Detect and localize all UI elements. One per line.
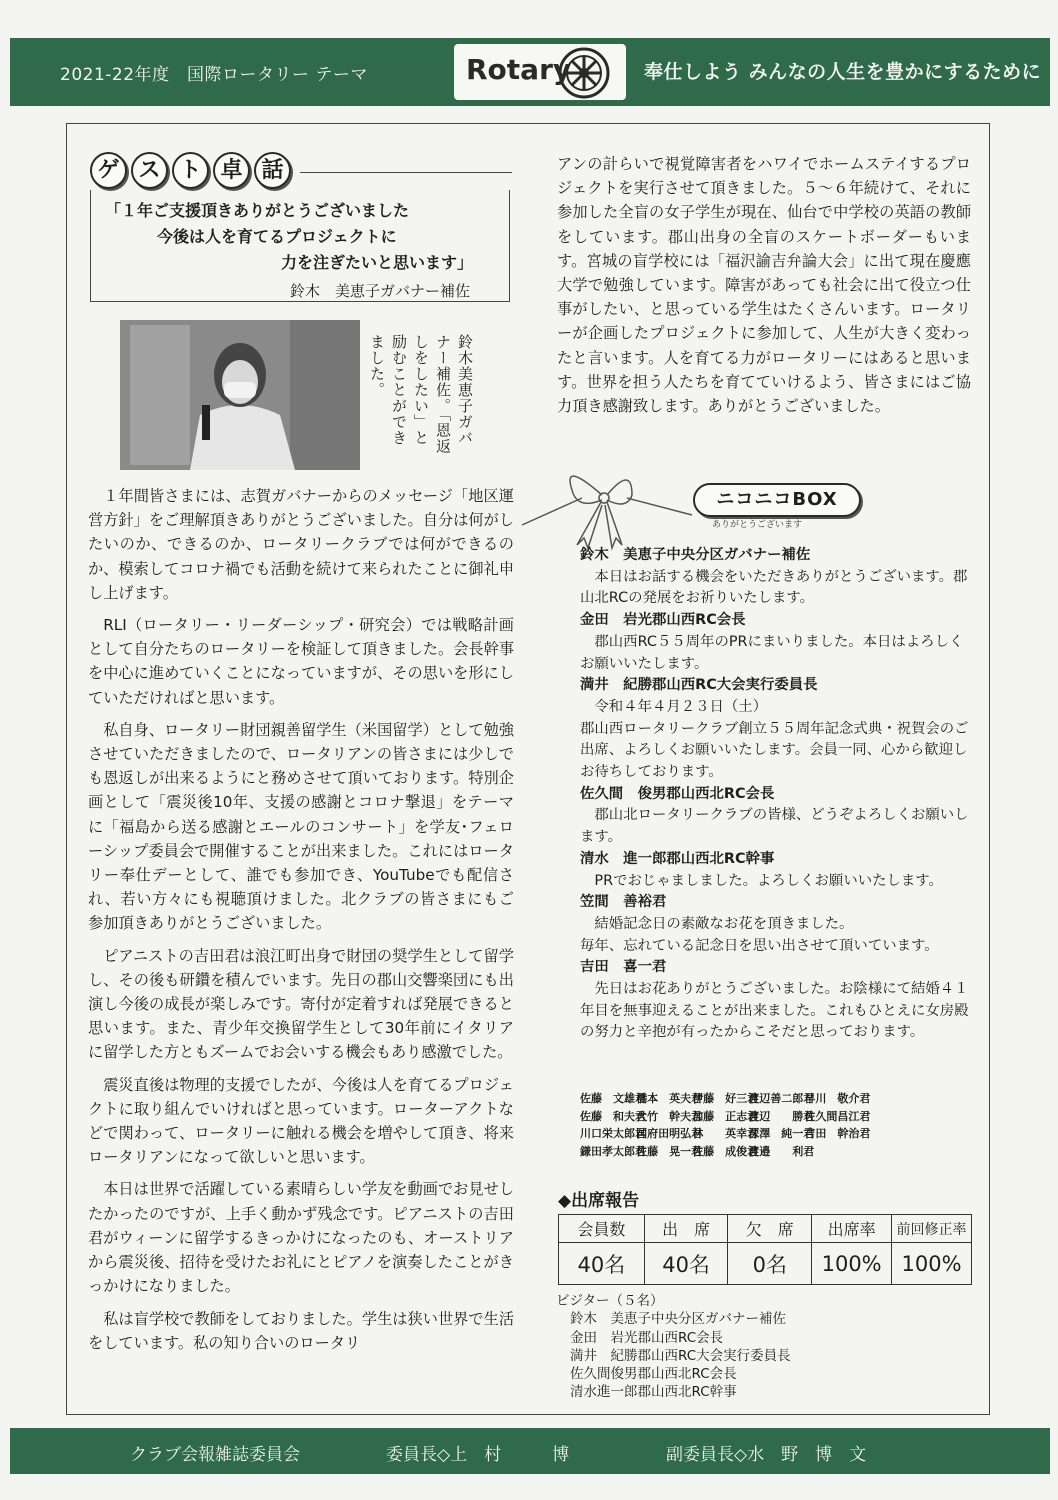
donor-message: 令和４年４月２３日（土） 郡山西ロータリークラブ創立５５周年記念式典・祝賀会のご出席、よろしくお願いいたします。会員一同、心から歓迎しお待ちしております。 xyxy=(580,698,969,781)
speech-title-line: 力を注ぎたいと思います」 xyxy=(281,253,474,272)
donor-name: 金田 岩光郡山西RC会長 xyxy=(580,612,746,629)
donor-name: 満井 紀勝郡山西RC大会実行委員長 xyxy=(580,677,818,694)
list-item: 金田 岩光郡山西RC会長 xyxy=(570,1329,724,1346)
donor-name: 鈴木 美恵子中央分区ガバナー補佐 xyxy=(580,547,811,563)
guest-speech-heading xyxy=(90,152,295,189)
donor-name: 笠間 善裕君 xyxy=(580,894,667,911)
donor-cell: 加藤 正志君 xyxy=(692,1109,759,1123)
photo-caption-col: 励むことができ xyxy=(390,334,408,446)
list-item xyxy=(580,610,973,675)
donor-cell: 吉田 幹治君 xyxy=(804,1127,871,1140)
donor-message: PRでおじゃましました。よろしくお願いいたします。 xyxy=(594,872,943,889)
table-row xyxy=(580,1143,973,1161)
attendance-value: 100% xyxy=(812,1243,892,1285)
donor-message: 郡山北ロータリークラブの皆様、どうぞよろしくお願いします。 xyxy=(580,807,969,846)
speech-paragraph: 私は盲学校で教師をしておりました。学生は狭い世界で生活をしています。私の知り合いのロータリ xyxy=(88,1309,514,1352)
speech-paragraph: 本日は世界で活躍している素晴らしい学友を動画でお見せしたかったのですが、上手く動かず残念です。ピアニストの吉田君がウィーンに留学するきっかけになったのも、オーストリアから震災後、招待を受けたお礼にとピアノを演奏したことがきっかけになりました。 xyxy=(88,1180,514,1296)
list-item xyxy=(580,892,973,957)
donor-cell: 渡辺 勝君 xyxy=(748,1109,815,1123)
speech-paragraph: ピアニストの吉田君は浪江町出身で財団の奨学生として留学し、その後も研鑽を積んでいます。先日の郡山交響楽団にも出演し今後の成長が楽しみです。寄付が定着すれば発展できると思います。また、青少年交換留学生として30年前にイタリアに留学した方ともズームでお会いする機会もあり感激でした。 xyxy=(88,946,514,1062)
guest-heading-char: ゲ xyxy=(90,152,127,189)
speech-body-right: アンの計らいで視覚障害者をハワイでホームステイするプロジェクトを実行させて頂きました。５～６年続けて、それに参加した全盲の女子学生が現在、仙台で中学校の英語の教師をしています。郡山出身の全盲のスケートボーダーもいます。宮城の盲学校には「福沢諭吉弁論大会」に出て現在慶應大学で勉強しています。障害があっても社会に出て役立つ仕事がしたい、と思っている学生はたくさんいます。ロータリーが企画したプロジェクトに参加して、人生が大きく変わったと言います。人を育てる力がロータリーにはあると思います。世界を担う人たちを育てていけるよう、皆さまにはご協力頂き感謝致します。ありがとうございました。 xyxy=(557,155,971,416)
ribbon-icon xyxy=(522,460,692,550)
guest-heading-char: 話 xyxy=(254,152,291,189)
attendance-value: 40名 xyxy=(559,1243,645,1285)
list-item xyxy=(580,957,973,1044)
donor-name: 佐久間 俊男郡山西北RC会長 xyxy=(580,785,775,802)
speaker-photo xyxy=(120,320,360,470)
table-row xyxy=(580,1125,973,1143)
list-item xyxy=(580,675,973,784)
donor-message: 郡山西RC５５周年のPRにまいりました。本日はよろしくお願いいたします。 xyxy=(580,633,964,672)
donor-cell: 早川 敬介君 xyxy=(804,1092,871,1105)
attendance-header: 欠 席 xyxy=(728,1215,812,1243)
donor-name: 清水 進一郎郡山西北RC幹事 xyxy=(580,850,775,867)
nikoniko-box-logo: ニコニコBOX xyxy=(693,483,861,517)
speech-paragraph: 私自身、ロータリー財団親善留学生（米国留学）として勉強させていただきましたので、ロータリアンの皆さまには少しでも恩返しが出来るようにと務めさせて頂いております。特別企画として「震災後10年、支援の感謝とコロナ撃退」をテーマに「福島から送る感謝とエールのコンサート」を学友･フェローシップ委員会で開催することが出来ました。これにはロータリー奉仕デーとして、誰でも参加でき、YouTubeでも配信され、若い方々にも視聴頂けました。北クラブの皆さまにもご参加頂きありがとうございました。 xyxy=(88,720,514,933)
committee-vice-chair: 副委員長◇水 野 博 文 xyxy=(666,1445,867,1465)
nikoniko-subtitle: ありがとうございます xyxy=(712,520,803,530)
donor-cell: 深澤 純一君 xyxy=(748,1127,815,1140)
list-item: 満井 紀勝郡山西RC大会実行委員長 xyxy=(570,1347,791,1364)
header-band xyxy=(10,38,1050,106)
table-row xyxy=(580,1108,973,1126)
heading-rule xyxy=(300,172,512,173)
guest-heading-char: 卓 xyxy=(213,152,250,189)
list-item xyxy=(580,849,973,892)
table-row xyxy=(559,1215,972,1243)
visitor-list xyxy=(556,1292,791,1402)
speech-body-left xyxy=(88,484,514,1363)
committee-chair: 委員長◇上 村 博 xyxy=(386,1445,570,1465)
attendance-table xyxy=(558,1214,972,1285)
donor-cell: 国府田明弘君 xyxy=(636,1127,703,1140)
photo-caption-col: ナー補佐。「恩返 xyxy=(434,334,452,455)
donor-cell: 伊藤 好三君 xyxy=(692,1092,759,1105)
guest-heading-char: ト xyxy=(172,152,209,189)
donor-cell: 川口栄太郎君 xyxy=(580,1127,646,1140)
rotary-logo xyxy=(452,42,628,102)
attendance-header: 出席率 xyxy=(812,1215,892,1243)
list-item: 清水進一郎郡山西北RC幹事 xyxy=(570,1384,737,1401)
attendance-value: 100% xyxy=(892,1243,972,1285)
speech-title-line: 今後は人を育てるプロジェクトに xyxy=(157,227,397,246)
attendance-value: 40名 xyxy=(644,1243,728,1285)
donor-cell: 林 英幸君 xyxy=(692,1127,759,1140)
speech-paragraph: RLI（ロータリー・リーダーシップ・研究会）では戦略計画として自分たちのロータリーを検証して頂きました。会長幹事を中心に進めていくことになっていますが、その思いを形にしていただければと思います。 xyxy=(88,616,514,707)
speaker-name: 鈴木 美恵子ガバナー補佐 xyxy=(290,282,471,300)
attendance-header: 前回修正率 xyxy=(892,1215,972,1243)
attendance-header: 会員数 xyxy=(559,1215,645,1243)
rotary-wordmark: Rotary xyxy=(466,53,572,86)
donor-cell: 渡邉 利君 xyxy=(748,1144,815,1158)
attendance-value: 0名 xyxy=(728,1243,812,1285)
guest-heading-char: ス xyxy=(131,152,168,189)
speech-paragraph: 震災直後は物理的支援でしたが、今後は人を育てるプロジェクトに取り組んでいければと思っています。ローターアクトなどで関わって、ロータリーに触れる機会を増やして頂き、将来ロータリアンになって欲しいと思います。 xyxy=(88,1075,514,1167)
nikoniko-list xyxy=(580,545,973,1044)
visitor-title: ビジター（５名） xyxy=(556,1293,664,1309)
donor-cell: 大竹 幹夫君 xyxy=(636,1109,703,1123)
donor-message: 本日はお話する機会をいただきありがとうございます。郡山北RCの発展をお祈りいたします。 xyxy=(580,568,968,607)
list-item xyxy=(580,545,973,610)
donor-message: 結婚記念日の素敵なお花を頂きました。 毎年、忘れている記念日を思い出させて頂いています。 xyxy=(580,915,939,954)
donor-cell: 橋本 英夫君 xyxy=(636,1092,703,1105)
donor-name: 吉田 喜一君 xyxy=(580,959,667,976)
footer-band xyxy=(10,1428,1050,1474)
donor-cell: 佐藤 和夫君 xyxy=(580,1109,646,1123)
photo-caption-col: 鈴木美恵子ガバ xyxy=(456,334,474,446)
list-item: 鈴木 美恵子中央分区ガバナー補佐 xyxy=(570,1311,786,1328)
table-row xyxy=(559,1243,972,1285)
speech-paragraph: １年間皆さまには、志賀ガバナーからのメッセージ「地区運営方針」をご理解頂きありがとうございました。自分は何がしたいのか、できるのか、ロータリークラブでは何ができるのか、模索してコロナ禍でも活動を続けて来られたことに御礼申し上げます。 xyxy=(88,487,514,602)
committee-name: クラブ会報雑誌委員会 xyxy=(130,1445,300,1465)
donor-grid xyxy=(580,1090,973,1160)
donor-cell: 佐藤 晃一君 xyxy=(636,1144,703,1158)
donor-cell: 佐久間昌江君 xyxy=(804,1109,871,1123)
list-item xyxy=(580,784,973,849)
attendance-header: 出 席 xyxy=(644,1215,728,1243)
theme-year-label: 2021-22年度 国際ロータリー テーマ xyxy=(60,65,368,85)
donor-cell: 渡辺善二郎君 xyxy=(748,1092,815,1105)
donor-message: 先日はお花ありがとうございました。お陰様にて結婚４１年目を無事迎えることが出来ました。これもひとえに女房殿の努力と辛抱が有ったからこそだと思っております。 xyxy=(580,981,969,1041)
donor-cell: 佐藤 成俊君 xyxy=(692,1144,759,1158)
photo-caption-col: しをしたい」と xyxy=(412,334,430,446)
photo-caption-col: ました。 xyxy=(368,334,386,398)
rotary-wheel-icon xyxy=(558,47,610,99)
speech-title-line: 「１年ご支援頂きありがとうございました xyxy=(105,201,410,220)
theme-text: 奉仕しよう みんなの人生を豊かにするために xyxy=(644,61,1042,83)
attendance-title: ◆出席報告 xyxy=(558,1191,640,1211)
donor-cell: 鎌田孝太郎君 xyxy=(580,1144,646,1158)
table-row xyxy=(580,1090,973,1108)
list-item: 佐久間俊男郡山西北RC会長 xyxy=(570,1366,737,1383)
donor-cell: 佐藤 文雄君 xyxy=(580,1092,646,1105)
